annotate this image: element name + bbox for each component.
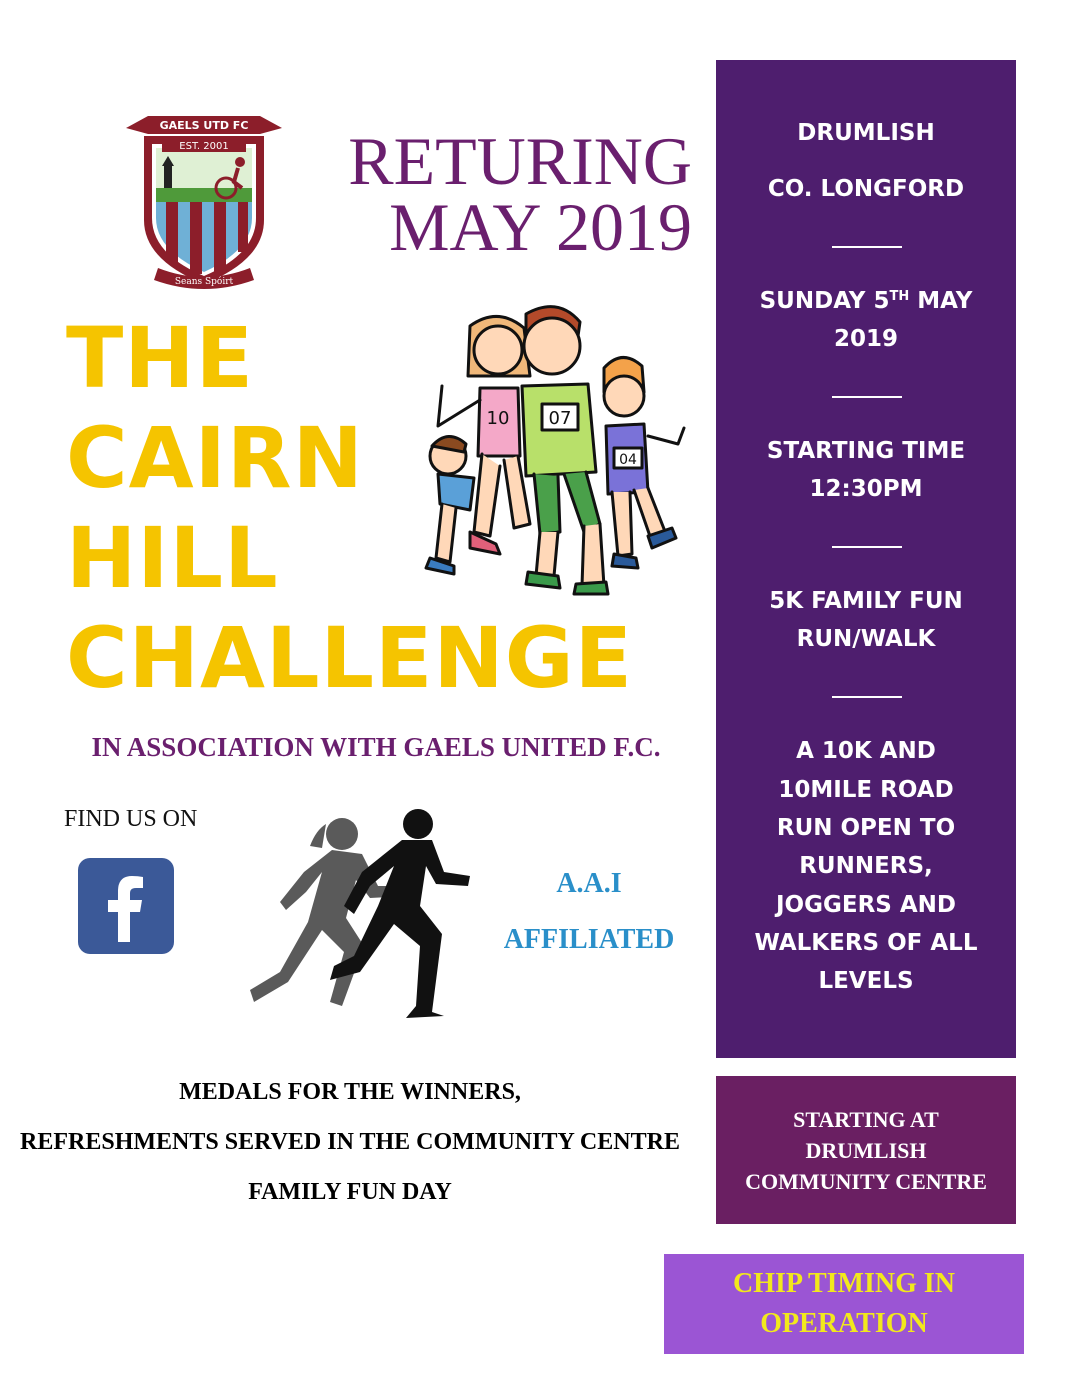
road-run-line-2: 10MILE ROAD (778, 777, 954, 803)
crest-banner-text: GAELS UTD FC (159, 119, 249, 132)
event-info-panel (716, 60, 1016, 1058)
road-run-line-5: JOGGERS AND (775, 892, 956, 918)
divider (832, 696, 902, 698)
bib-04: 04 (619, 452, 637, 468)
road-run-line-6: WALKERS OF ALL (754, 930, 978, 956)
runner-silhouettes (246, 806, 476, 1022)
event-highlights (20, 1074, 680, 1210)
aai-line-2: AFFILIATED (503, 924, 675, 955)
club-crest (118, 110, 290, 290)
date-suffix: TH (889, 289, 910, 304)
title-line-1: THE (66, 309, 254, 407)
bib-07: 07 (548, 408, 572, 429)
divider (832, 396, 902, 398)
crest-shield (144, 136, 264, 284)
divider (832, 246, 902, 248)
location-town: DRUMLISH (797, 120, 935, 146)
road-run-line-7: LEVELS (818, 968, 914, 994)
fun-run-line-1: 5K FAMILY FUN (769, 588, 963, 614)
chip-timing-text: CHIP TIMING IN OPERATION (733, 1268, 955, 1339)
road-run-line-4: RUNNERS, (799, 853, 933, 879)
fun-run-line-2: RUN/WALK (796, 626, 936, 652)
returning-heading (312, 123, 692, 265)
date-month: MAY (909, 288, 973, 314)
aai-line-1: A.A.I (556, 868, 622, 899)
title-line-3: HILL (66, 509, 279, 607)
crest-est-text: EST. 2001 (179, 141, 229, 152)
medals-text: MEDALS FOR THE WINNERS, (179, 1079, 521, 1105)
location-county: CO. LONGFORD (767, 176, 965, 202)
event-year: 2019 (833, 326, 898, 352)
refreshments-text: REFRESHMENTS SERVED IN THE COMMUNITY CENTRE (20, 1129, 680, 1155)
road-run-line-1: A 10K AND (796, 738, 936, 764)
start-time-value: 12:30PM (809, 476, 923, 502)
crest-banner (126, 116, 282, 134)
returning-line-1: RETURING (348, 123, 692, 199)
find-us-label: FIND US ON (64, 806, 198, 832)
starting-location-box (716, 1076, 1016, 1224)
returning-line-2: MAY 2019 (389, 189, 692, 265)
divider (832, 546, 902, 548)
kids-running-illustration (408, 296, 698, 596)
aai-affiliation (488, 856, 690, 968)
starting-location-text: STARTING AT DRUMLISH COMMUNITY CENTRE (745, 1106, 987, 1194)
association-text: IN ASSOCIATION WITH GAELS UNITED F.C. (91, 732, 661, 762)
title-line-4: CHALLENGE (66, 609, 634, 707)
facebook-icon[interactable] (78, 858, 174, 954)
crest-motto: Seans Spóirt (174, 277, 234, 287)
family-fun-day-text: FAMILY FUN DAY (248, 1179, 452, 1205)
date-day: SUNDAY 5 (759, 288, 890, 314)
title-line-2: CAIRN (66, 409, 364, 507)
chip-timing-box (664, 1254, 1024, 1354)
road-run-line-3: RUN OPEN TO (776, 815, 956, 841)
event-date (716, 282, 1016, 320)
bib-10: 10 (486, 408, 510, 429)
start-time-label: STARTING TIME (766, 438, 966, 464)
